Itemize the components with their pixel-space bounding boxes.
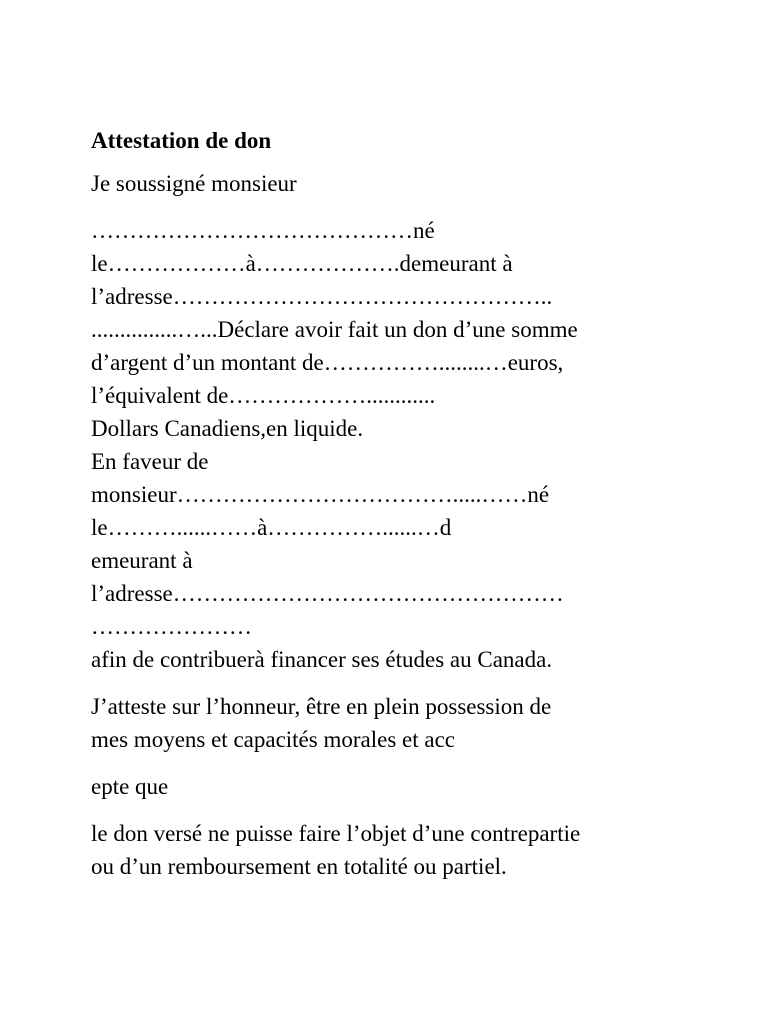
text-line: Dollars Canadiens,en liquide.: [91, 416, 364, 441]
text-line: d’argent d’un montant de……………........…euros,: [91, 350, 564, 375]
attestation-paragraph: [91, 690, 731, 756]
text-line: le………......……à……………......…d: [91, 515, 452, 540]
text-line: l’équivalent de………………............: [91, 383, 436, 408]
text-line: J’atteste sur l’honneur, être en plein possession de: [91, 694, 552, 719]
document-title: Attestation de don: [91, 128, 272, 153]
text-line: ...............…...Déclare avoir fait un don d’une somme: [91, 317, 578, 342]
text-line: ……………………………………né: [91, 218, 435, 243]
text-line: En faveur de: [91, 449, 209, 474]
text-line: afin de contribuerà financer ses études au Canada.: [91, 647, 553, 672]
text-line: …………………: [91, 614, 252, 639]
text-line: ou d’un remboursement en totalité ou partiel.: [91, 854, 507, 879]
text-line: l’adresse……………………………………………: [91, 581, 564, 606]
intro-line: Je soussigné monsieur: [91, 171, 297, 196]
text-line: mes moyens et capacités morales et acc: [91, 727, 456, 752]
text-line: le………………à……………….demeurant à: [91, 251, 513, 276]
final-paragraph: [91, 817, 731, 883]
text-line: le don versé ne puisse faire l’objet d’une contrepartie: [91, 821, 581, 846]
document-page: [91, 124, 731, 883]
donor-details-block: [91, 214, 731, 676]
text-line: l’adresse…………………………………………..: [91, 284, 553, 309]
text-line: emeurant à: [91, 548, 193, 573]
attestation-continuation: epte que: [91, 774, 169, 799]
text-line: monsieur……………………………….....……né: [91, 482, 550, 507]
